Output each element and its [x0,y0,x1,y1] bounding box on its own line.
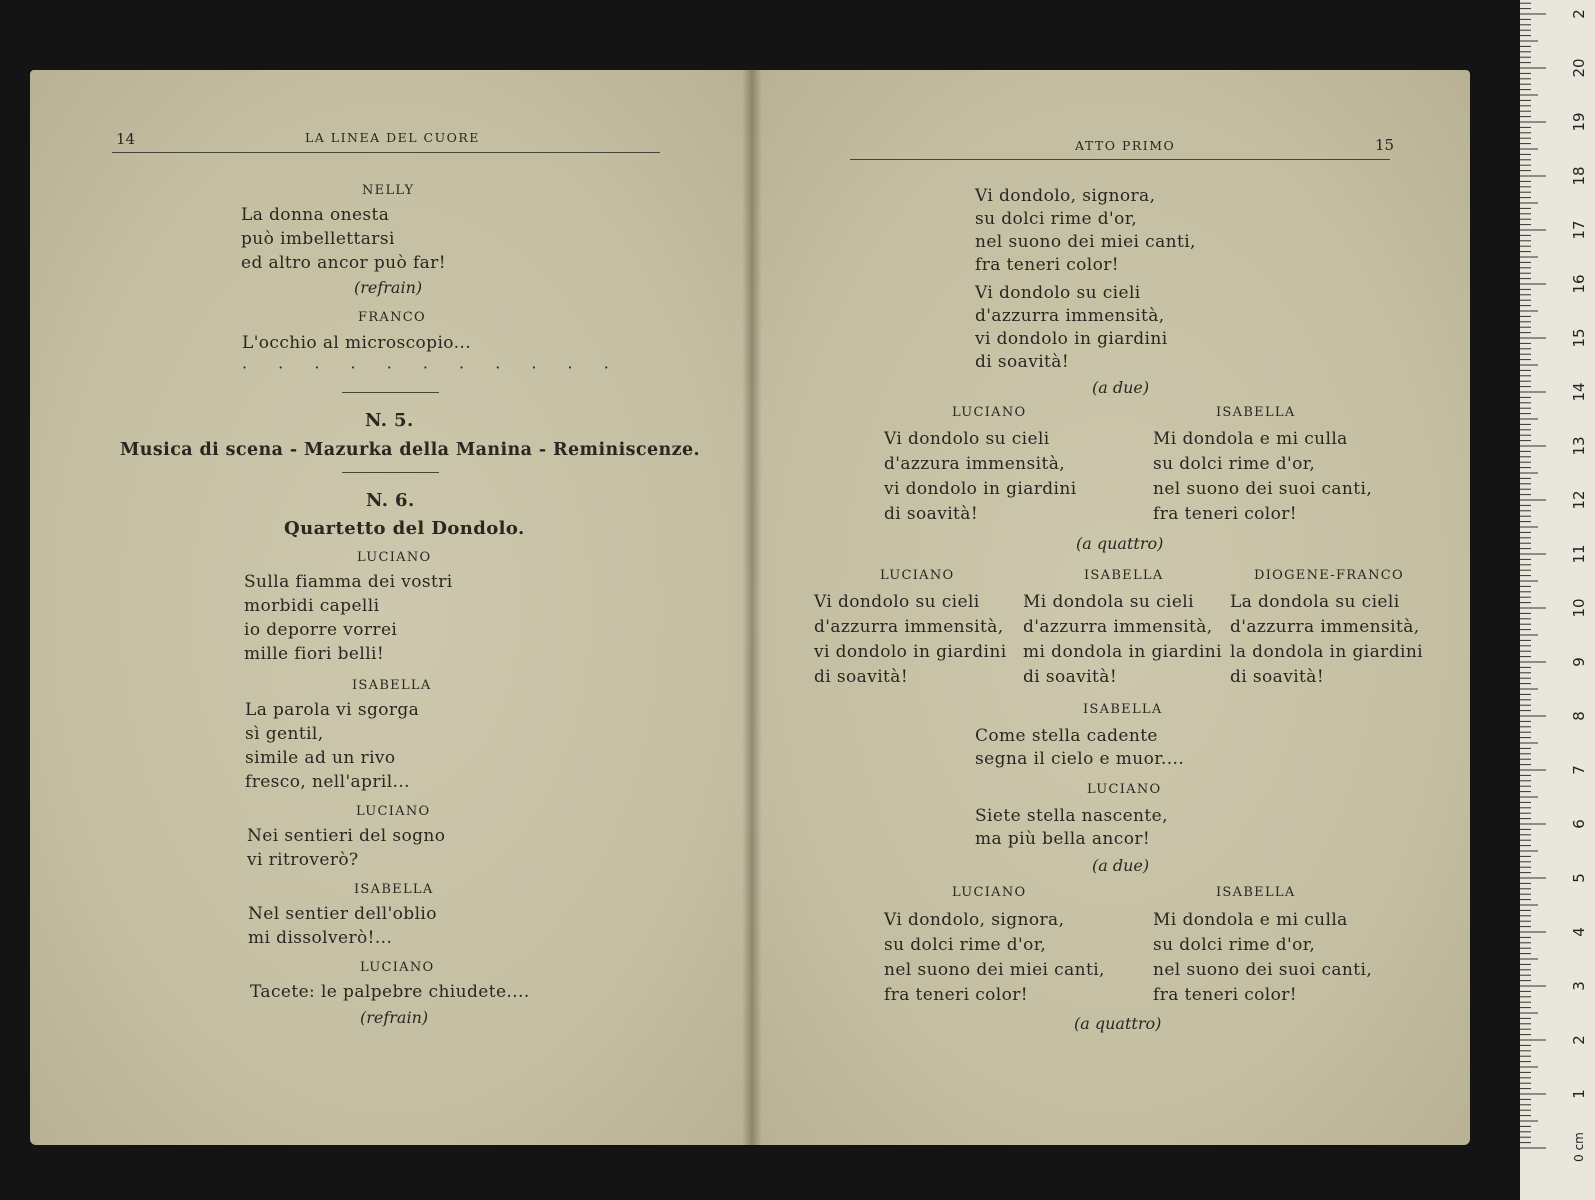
verse-line: segna il cielo e muor.... [975,749,1185,769]
n5-title: Musica di scena - Mazurka della Manina - Reminiscenze. [120,440,700,460]
number-n5: N. 5. [365,410,414,431]
verse-line: mi dissolverò!... [248,928,393,948]
verse-line: mille fiori belli! [244,644,385,664]
verse-line: Vi dondolo su cieli [884,429,1050,449]
speaker-luciano: LUCIANO [952,405,1027,420]
speaker-isabella: ISABELLA [1084,568,1164,583]
verse-line: fra teneri color! [975,255,1120,275]
ruler-number: 14 [1570,382,1588,402]
ruler-number: 10 [1570,598,1588,618]
verse-line: fresco, nell'april... [245,772,410,792]
book-gutter [742,70,762,1145]
verse-line: Mi dondola su cieli [1023,592,1194,612]
verse-line: Nei sentieri del sogno [247,826,446,846]
stage-direction: (a due) [1092,378,1150,397]
verse-line: di soavità! [884,504,979,524]
verse-line: nel suono dei miei canti, [884,960,1105,980]
verse-line: vi dondolo in giardini [814,642,1007,662]
left-running-head: LA LINEA DEL CUORE [305,130,480,145]
verse-line: di soavità! [1023,667,1118,687]
verse-line: Come stella cadente [975,726,1158,746]
right-head-rule [850,159,1390,160]
verse-line: Vi dondolo, signora, [884,910,1065,930]
verse-line: Vi dondolo su cieli [975,283,1141,303]
verse-line: vi dondolo in giardini [975,329,1168,349]
verse-line: su dolci rime d'or, [884,935,1047,955]
ruler-number: 3 [1570,981,1588,991]
verse-line: Tacete: le palpebre chiudete.... [250,982,530,1002]
ruler-number: 2 [1570,9,1588,19]
verse-line: Sulla fiamma dei vostri [244,572,453,592]
measuring-ruler [1520,0,1595,1200]
ruler-number: 7 [1570,765,1588,775]
verse-line: d'azzurra immensità, [1230,617,1420,637]
verse-line: fra teneri color! [1153,504,1298,524]
stage-direction: (a quattro) [1076,534,1164,553]
verse-line: fra teneri color! [1153,985,1298,1005]
stage-direction: (refrain) [360,1008,429,1027]
ruler-number: 15 [1570,328,1588,348]
verse-line: d'azzurra immensità, [975,306,1165,326]
speaker-luciano: LUCIANO [1087,782,1162,797]
left-page-number: 14 [116,130,136,148]
verse-line: ed altro ancor può far! [241,253,446,273]
speaker-luciano: LUCIANO [356,804,431,819]
ruler-number: 9 [1570,657,1588,667]
verse-line: La dondola su cieli [1230,592,1400,612]
ruler-number: 2 [1570,1035,1588,1045]
speaker-franco: FRANCO [358,310,426,325]
ruler-number: 4 [1570,927,1588,937]
verse-line: L'occhio al microscopio... [242,333,472,353]
speaker-isabella: ISABELLA [1216,885,1296,900]
verse-line: d'azzurra immensità, [814,617,1004,637]
verse-line: Vi dondolo su cieli [814,592,980,612]
verse-line: sì gentil, [245,724,324,744]
speaker-isabella: ISABELLA [354,882,434,897]
ruler-number: 6 [1570,819,1588,829]
speaker-diogene-franco: DIOGENE-FRANCO [1254,568,1404,583]
verse-line: Siete stella nascente, [975,806,1168,826]
section-rule [342,392,439,393]
ruler-number: 5 [1570,873,1588,883]
verse-line: mi dondola in giardini [1023,642,1222,662]
speaker-luciano: LUCIANO [880,568,955,583]
verse-line: nel suono dei miei canti, [975,232,1196,252]
verse-line: io deporre vorrei [244,620,398,640]
ruler-number: 12 [1570,490,1588,510]
ellipsis-dots: · · · · · · · · · · · [242,358,622,377]
verse-line: la dondola in giardini [1230,642,1424,662]
verse-line: vi dondolo in giardini [884,479,1077,499]
verse-line: La donna onesta [241,205,390,225]
ruler-number: 20 [1570,58,1588,78]
ruler-number: 11 [1570,544,1588,564]
verse-line: su dolci rime d'or, [1153,454,1316,474]
ruler-number: 8 [1570,711,1588,721]
number-n6: N. 6. [366,490,415,511]
ruler-number: 13 [1570,436,1588,456]
verse-line: può imbellettarsi [241,229,395,249]
verse-line: ma più bella ancor! [975,829,1151,849]
verse-line: d'azzura immensità, [884,454,1066,474]
verse-line: Mi dondola e mi culla [1153,910,1348,930]
ruler-number: 17 [1570,220,1588,240]
ruler-number: 1 [1570,1089,1588,1099]
verse-line: nel suono dei suoi canti, [1153,960,1373,980]
stage-direction: (a due) [1092,856,1150,875]
verse-line: su dolci rime d'or, [975,209,1138,229]
speaker-luciano: LUCIANO [952,885,1027,900]
verse-line: Vi dondolo, signora, [975,186,1156,206]
stage-direction: (a quattro) [1074,1014,1162,1033]
verse-line: su dolci rime d'or, [1153,935,1316,955]
verse-line: simile ad un rivo [245,748,396,768]
verse-line: Nel sentier dell'oblio [248,904,437,924]
ruler-number: 16 [1570,274,1588,294]
speaker-luciano: LUCIANO [357,550,432,565]
speaker-isabella: ISABELLA [1216,405,1296,420]
ruler-unit-label: 0 cm [1572,1132,1586,1162]
ruler-number: 19 [1570,112,1588,132]
n6-title: Quartetto del Dondolo. [284,518,525,539]
speaker-isabella: ISABELLA [352,678,432,693]
ruler-number: 18 [1570,166,1588,186]
left-head-rule [112,152,660,153]
stage-direction: (refrain) [354,278,423,297]
right-running-head: ATTO PRIMO [1075,138,1176,153]
verse-line: fra teneri color! [884,985,1029,1005]
speaker-luciano: LUCIANO [360,960,435,975]
section-rule [342,472,439,473]
verse-line: Mi dondola e mi culla [1153,429,1348,449]
speaker-nelly: NELLY [362,183,415,198]
verse-line: La parola vi sgorga [245,700,420,720]
verse-line: nel suono dei suoi canti, [1153,479,1373,499]
verse-line: vi ritroverò? [247,850,359,870]
verse-line: di soavità! [1230,667,1325,687]
verse-line: morbidi capelli [244,596,380,616]
right-page-number: 15 [1375,136,1395,154]
verse-line: di soavità! [814,667,909,687]
verse-line: d'azzurra immensità, [1023,617,1213,637]
verse-line: di soavità! [975,352,1070,372]
speaker-isabella: ISABELLA [1083,702,1163,717]
